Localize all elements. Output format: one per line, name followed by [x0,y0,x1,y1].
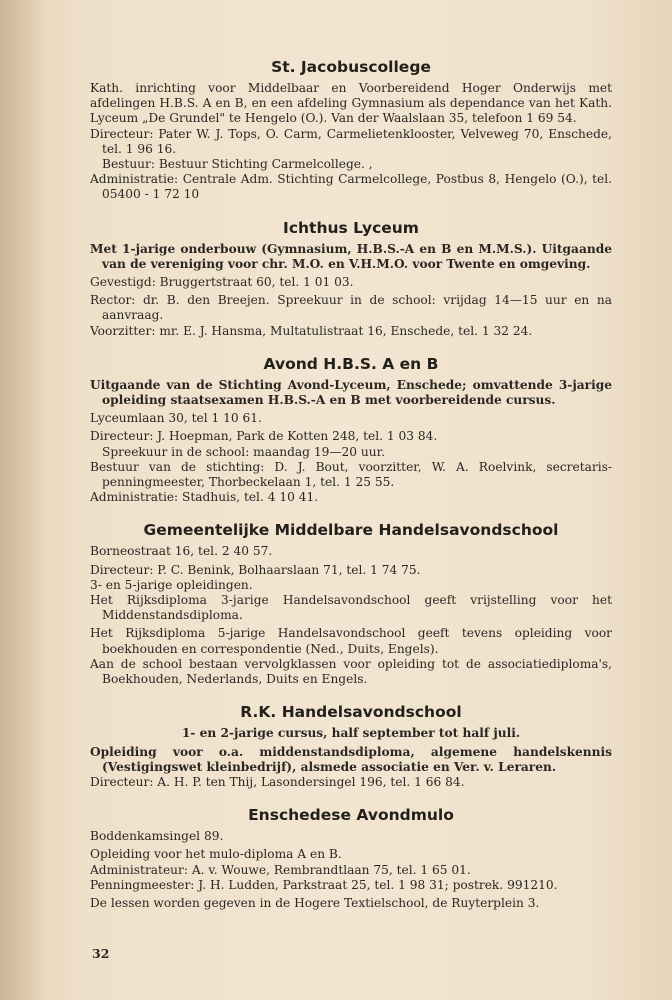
training-line: Opleiding voor het mulo-diploma A en B. [90,847,342,862]
description-line: Met 1-jarige onderbouw (Gymnasium, H.B.S.-A en B en M.M.S.). Uitgaande van de vereniging voor chr. M.O. en V.H.M.O. voor Twente en omgeving. [90,241,612,271]
description-line: Kath. inrichting voor Middelbaar en Voorbereidend Hoger Onderwijs met afdelingen H.B.S. A en B, en een afdeling Gymnasium als dependance van het Kath. Lyceum „De Grundel" te Hengelo (O.). Van der Waalslaan 35, telefoon 1 69 54. [90,81,612,126]
address-line: Lyceumlaan 30, tel 1 10 61. [90,411,262,426]
chairman-line: Voorzitter: mr. E. J. Hansma, Multatulistraat 16, Enschede, tel. 1 32 24. [90,323,533,338]
course-line: 1- en 2-jarige cursus, half september tot half juli. [181,726,521,741]
lessons-location-line: De lessen worden gegeven in de Hogere Textielschool, de Ruyterplein 3. [90,895,540,910]
director-line: Directeur: J. Hoepman, Park de Kotten 248, tel. 1 03 84. [90,429,438,444]
board-line: Bestuur: Bestuur Stichting Carmelcollege. , [102,157,373,172]
page-number: 32 [92,946,110,961]
board-line: Bestuur van de stichting: D. J. Bout, voorzitter, W. A. Roelvink, secretaris-penningmeester, Thorbeckelaan 1, tel. 1 25 55. [90,459,612,490]
consultation-line: Spreekuur in de school: maandag 19—20 uur. [102,444,385,459]
section-ichthus-lyceum [90,219,612,339]
address-line: Borneostraat 16, tel. 2 40 57. [90,544,273,559]
section-title: R.K. Handelsavondschool [240,703,462,722]
courses-line: 3- en 5-jarige opleidingen. [90,577,253,592]
section-title: Enschedese Avondmulo [248,806,454,825]
section-avond-hbs [90,355,612,506]
address-line: Boddenkamsingel 89. [90,829,224,844]
administrator-line: Administrateur: A. v. Wouwe, Rembrandtlaan 75, tel. 1 65 01. [90,862,471,877]
section-title: St. Jacobuscollege [271,58,431,76]
page-content [90,58,612,927]
description-line: Uitgaande van de Stichting Avond-Lyceum, Enschede; omvattende 3-jarige opleiding staatsexamen H.B.S.-A en B met voorbereidende cursus. [90,377,612,408]
section-title: Ichthus Lyceum [283,218,419,237]
address-line: Gevestigd: Bruggertstraat 60, tel. 1 01 03. [90,275,354,290]
director-line: Directeur: Pater W. J. Tops, O. Carm, Carmelietenklooster, Velveweg 70, Enschede, tel. 1 96 16. [90,126,612,156]
section-rk-handelsavondschool [90,703,612,790]
administration-line: Administratie: Centrale Adm. Stichting Carmelcollege, Postbus 8, Hengelo (O.), tel. 05400 - 1 72 10 [90,172,612,202]
section-gemeentelijke-handelsavondschool [90,521,612,687]
section-enschedese-avondmulo [90,806,612,911]
administration-line: Administratie: Stadhuis, tel. 4 10 41. [90,490,319,505]
director-line: Directeur: P. C. Benink, Bolhaarslaan 71, tel. 1 74 75. [90,562,421,577]
section-title: Gemeentelijke Middelbare Handelsavondschool [143,521,559,540]
diploma-5-line: Het Rijksdiploma 5-jarige Handelsavondschool geeft tevens opleiding voor boekhouden en correspondentie (Ned., Duits, Engels). [90,626,612,656]
training-line: Opleiding voor o.a. middenstandsdiploma, algemene handelskennis (Vestigingswet kleinbedrijf), alsmede associatie en Ver. v. Leraren. [90,744,612,774]
section-title: Avond H.B.S. A en B [263,354,439,373]
page-fold-shadow [0,0,46,1000]
follow-up-classes-line: Aan de school bestaan vervolgklassen voor opleiding tot de associatiediploma's, Boekhouden, Nederlands, Duits en Engels. [90,656,612,687]
section-st-jacobuscollege [90,58,612,203]
rector-line: Rector: dr. B. den Breejen. Spreekuur in de school: vrijdag 14—15 uur en na aanvraag. [90,293,612,323]
diploma-3-line: Het Rijksdiploma 3-jarige Handelsavondschool geeft vrijstelling voor het Middenstandsdiploma. [90,593,612,623]
director-line: Directeur: A. H. P. ten Thij, Lasondersingel 196, tel. 1 66 84. [90,774,465,789]
treasurer-line: Penningmeester: J. H. Ludden, Parkstraat 25, tel. 1 98 31; postrek. 991210. [90,877,558,892]
